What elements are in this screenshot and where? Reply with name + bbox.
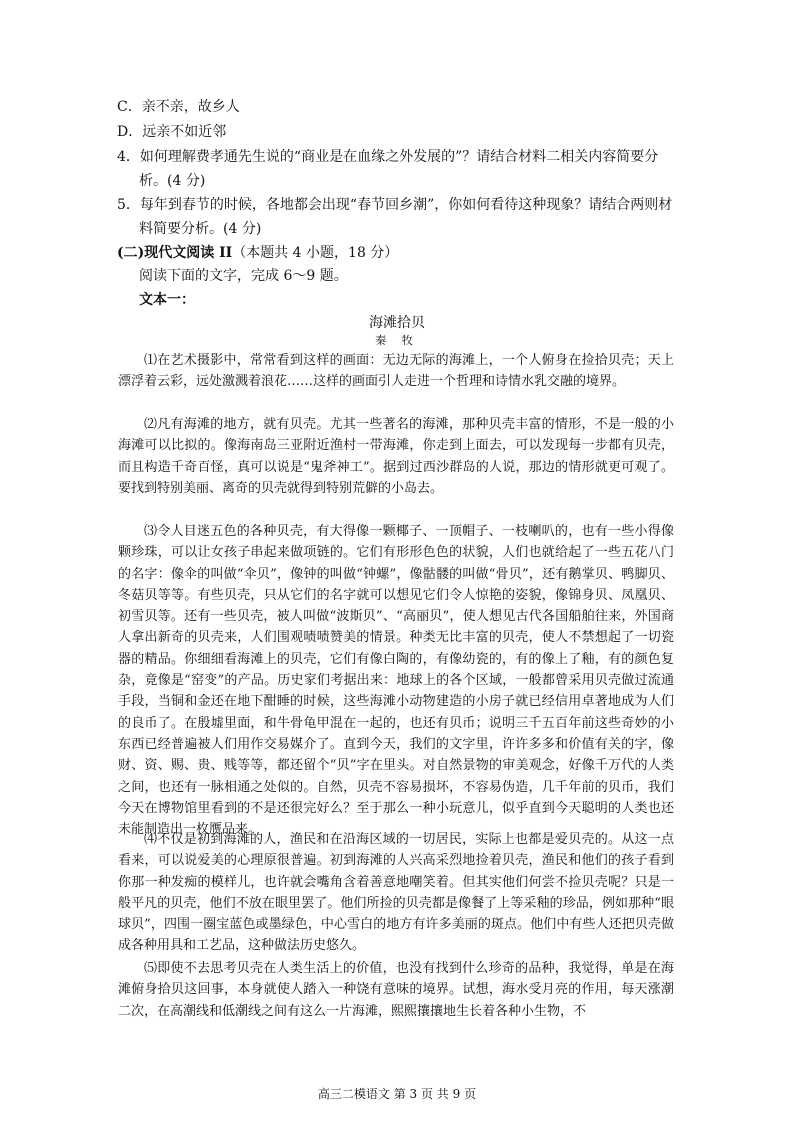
question-5-line-1: 5．每年到春节的时候，各地都会出现“春节回乡潮”，你如何看待这种现象？请结合两则材 bbox=[117, 197, 673, 213]
option-d: D．远亲不如近邻 bbox=[117, 124, 227, 140]
question-4-line-2: 析。(4 分) bbox=[139, 173, 206, 189]
article-title: 海滩拾贝 bbox=[369, 315, 425, 331]
article-paragraph-2: ⑵凡有海滩的地方，就有贝壳。尤其一些著名的海滩，那种贝壳丰富的情形，不是一般的小海滩可以比拟的。像海南岛三亚附近渔村一带海滩，你走到上面去，可以发现每一步都有贝壳，而且构造千奇百怪，真可以说是“鬼斧神工”。据到过西沙群岛的人说，那边的情形就更可观了。要找到特别美丽、离奇的贝壳就得到特别荒僻的小岛去。 bbox=[118, 417, 674, 496]
article-paragraph-3: ⑶令人目迷五色的各种贝壳，有大得像一颗椰子、一顶帽子、一枝喇叭的，也有一些小得像颗珍珠，可以让女孩子串起来做项链的。它们有形形色色的状貌，人们也就给起了一些五花八门的名字：像伞的叫做“伞贝”，像钟的叫做“钟螺”，像骷髅的叫做“骨贝”，还有鹅掌贝、鸭脚贝、冬菇贝等等。有些贝壳，只从它们的名字就可以想见它们令人惊艳的姿貌，像锦身贝、凤凰贝、初雪贝等。还有一些贝壳，被人叫做“波斯贝”、“高丽贝”，使人想见古代各国船舶往来，外国商人拿出新奇的贝壳来，人们围观啧啧赞美的情景。种类无比丰富的贝壳，使人不禁想起了一切瓷器的精品。你细细看海滩上的贝壳，它们有像白陶的，有像幼瓷的，有的像上了釉，有的颜色复杂，竟像是“窑变”的产品。历史家们考据出来：地球上的各个区域，一般都曾采用贝壳做过流通手段，当铜和金还在地下酣睡的时候，这些海滩小动物建造的小房子就已经信用卓著地成为人们的良币了。在殷墟里面，和牛骨龟甲混在一起的，也还有贝币；说明三千五百年前这些奇妙的小东西已经普遍被人们用作交易媒介了。直到今天，我们的文字里，许许多多和价值有关的字，像财、资、赐、贵、贱等等，都还留个“贝”字在里头。对自然景物的审美观念，好像千万代的人类之间，也还有一脉相通之处似的。自然，贝壳不容易损坏，不容易伪造，几千年前的贝币，我们今天在博物馆里看到的不是还很完好么？至于那么一种小玩意儿，似乎直到今天聪明的人类也还未能制造出一枚赝品来。 bbox=[118, 524, 674, 838]
question-4-line-1: 4．如何理解费孝通先生说的“商业是在血缘之外发展的”？请结合材料二相关内容简要分 bbox=[117, 149, 659, 165]
text-one-label: 文本一： bbox=[139, 292, 195, 308]
section-heading bbox=[117, 243, 398, 263]
article-author: 秦 牧 bbox=[375, 334, 419, 347]
option-c: C．亲不亲，故乡人 bbox=[117, 99, 240, 115]
article-paragraph-1: ⑴在艺术摄影中，常常看到这样的画面：无边无际的海滩上，一个人俯身在捡拾贝壳；天上漂浮着云彩，远处激溅着浪花……这样的画面引人走进一个哲理和诗情水乳交融的境界。 bbox=[118, 353, 674, 390]
question-5-line-2: 料简要分析。(4 分) bbox=[139, 221, 262, 237]
section-heading-note: （本题共 4 小题，18 分） bbox=[232, 245, 399, 261]
article-paragraph-5: ⑸即使不去思考贝壳在人类生活上的价值，也没有找到什么珍奇的品种，我觉得，单是在海滩俯身拾贝这回事，本身就使人踏入一种饶有意味的境界。试想，海水受月亮的作用，每天涨潮二次，在高潮线和低潮线之间有这么一片海滩，熙熙攘攘地生长着各种小生物，不 bbox=[118, 961, 674, 1019]
article-paragraph-4: ⑷不仅是初到海滩的人，渔民和在沿海区域的一切居民，实际上也都是爱贝壳的。从这一点看来，可以说爱美的心理原很普遍。初到海滩的人兴高采烈地捡着贝壳，渔民和他们的孩子看到你那一种发痴的模样儿，也许就会嘴角含着善意地嘲笑着。但其实他们何尝不捡贝壳呢？只是一般平凡的贝壳，他们不放在眼里罢了。他们所捡的贝壳都是像餐了上等采釉的珍品，例如那种“眼球贝”，四围一圈宝蓝色或墨绿色，中心雪白的地方有许多美丽的斑点。他们中有些人还把贝壳做成各种用具和工艺品，这种做法历史悠久。 bbox=[118, 832, 674, 954]
page-footer: 高三二模语文 第 3 页 共 9 页 bbox=[317, 1087, 477, 1101]
section-heading-title: (二)现代文阅读 II bbox=[117, 245, 233, 261]
section-instruction: 阅读下面的文字，完成 6～9 题。 bbox=[139, 268, 348, 284]
